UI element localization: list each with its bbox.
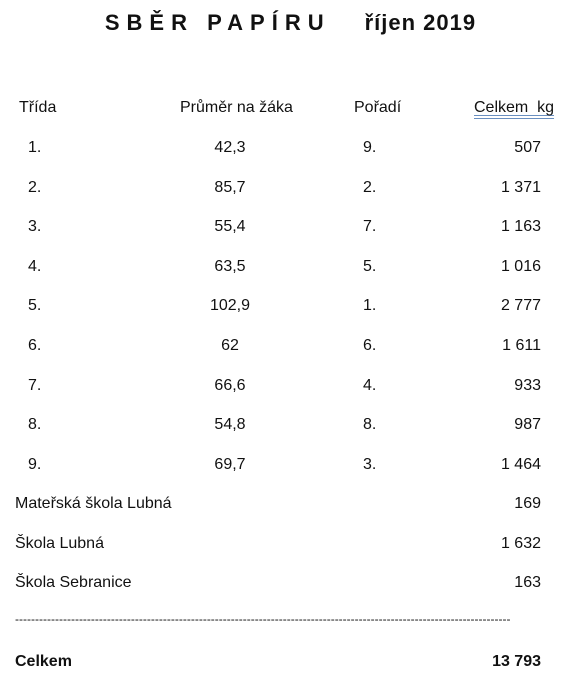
cell-prumer: 62	[221, 337, 239, 354]
header-poradi: Pořadí	[354, 99, 402, 116]
cell-celkem: 2 777	[500, 297, 541, 314]
school-name: Škola Lubná	[15, 535, 104, 552]
cell-trida: 1.	[28, 139, 42, 156]
cell-prumer: 69,7	[214, 456, 246, 473]
school-name: Mateřská škola Lubná	[15, 495, 172, 512]
school-total: 1 632	[500, 535, 541, 552]
cell-trida: 9.	[28, 456, 42, 473]
school-total: 169	[514, 495, 541, 512]
cell-celkem: 507	[514, 139, 541, 156]
cell-celkem: 1 016	[500, 258, 541, 275]
separator-line: ----------------------------------------------------------------------------------------------------------------------------	[15, 612, 511, 626]
total-label: Celkem	[15, 653, 72, 670]
cell-celkem: 933	[514, 377, 541, 394]
school-total: 163	[514, 574, 541, 591]
cell-poradi: 8.	[363, 416, 377, 433]
cell-poradi: 9.	[363, 139, 377, 156]
table-row	[0, 456, 581, 478]
cell-trida: 5.	[28, 297, 42, 314]
title-main: SBĚR PAPÍRU	[104, 10, 331, 35]
list-item	[0, 574, 581, 596]
table-row	[0, 218, 581, 240]
total-value: 13 793	[492, 653, 541, 670]
cell-celkem: 1 464	[500, 456, 541, 473]
header-celkem: Celkem kg	[474, 99, 555, 116]
cell-prumer: 102,9	[209, 297, 251, 314]
cell-poradi: 6.	[363, 337, 377, 354]
cell-celkem: 1 371	[500, 179, 541, 196]
table-row	[0, 337, 581, 359]
cell-prumer: 63,5	[214, 258, 246, 275]
cell-trida: 8.	[28, 416, 42, 433]
cell-prumer: 55,4	[214, 218, 246, 235]
cell-prumer: 54,8	[214, 416, 246, 433]
cell-prumer: 85,7	[214, 179, 246, 196]
table-row	[0, 416, 581, 438]
cell-prumer: 66,6	[214, 377, 246, 394]
cell-poradi: 4.	[363, 377, 377, 394]
cell-celkem: 1 163	[500, 218, 541, 235]
school-name: Škola Sebranice	[15, 574, 132, 591]
title-month: říjen 2019	[364, 10, 477, 35]
table-row	[0, 258, 581, 280]
total-row	[0, 653, 581, 675]
cell-trida: 4.	[28, 258, 42, 275]
table-row	[0, 297, 581, 319]
table-row	[0, 179, 581, 201]
list-item	[0, 535, 581, 557]
cell-trida: 6.	[28, 337, 42, 354]
header-trida: Třída	[19, 99, 57, 116]
cell-poradi: 2.	[363, 179, 377, 196]
list-item	[0, 495, 581, 517]
cell-prumer: 42,3	[214, 139, 246, 156]
page-title	[0, 10, 581, 36]
table-row	[0, 377, 581, 399]
cell-trida: 2.	[28, 179, 42, 196]
cell-poradi: 1.	[363, 297, 377, 314]
cell-trida: 3.	[28, 218, 42, 235]
cell-celkem: 987	[514, 416, 541, 433]
cell-poradi: 3.	[363, 456, 377, 473]
cell-poradi: 5.	[363, 258, 377, 275]
header-prumer: Průměr na žáka	[180, 99, 293, 116]
cell-poradi: 7.	[363, 218, 377, 235]
cell-celkem: 1 611	[502, 337, 541, 354]
table-row	[0, 139, 581, 161]
cell-trida: 7.	[28, 377, 42, 394]
